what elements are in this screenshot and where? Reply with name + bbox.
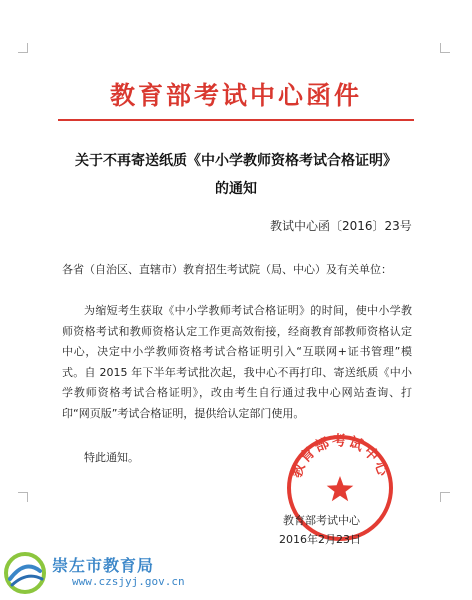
watermark-url: www.czsjyj.gov.cn [72, 575, 185, 588]
notice-title-line-2: 的通知 [215, 181, 257, 197]
crop-mark-bottom-right [440, 492, 450, 502]
letterhead-title: 教育部考试中心函件 [109, 81, 362, 110]
signature-organization: 教育部考试中心 [283, 514, 360, 527]
seal-text: 教育部考试中心 [288, 433, 392, 481]
letterhead-divider [58, 119, 414, 121]
seal-star-icon [327, 476, 354, 501]
document-number: 教试中心函〔2016〕23号 [270, 219, 412, 233]
watermark-site-name: 崇左市教育局 [52, 556, 155, 575]
addressee: 各省（自治区、直辖市）教育招生考试院（局、中心）及有关单位： [62, 263, 392, 276]
notice-body: 为缩短考生获取《中小学教师考试合格证明》的时间，使中小学教师资格考试和教师资格认定工作更高效衔接，经商教育部教师资格认定中心，决定中小学教师资格考试合格证明引入“互联网+证书管理”模式。自 2015 年下半年考试批次起，我中心不再打印、寄送纸质《中小学教师资格考试合格证明》，改由考生自行通过我中心网站查询、打印“网页版”考试合格证明，提供给认定部门使用。 [62, 304, 412, 420]
czsjyj-logo-icon [3, 551, 47, 595]
crop-mark-bottom-left [18, 492, 28, 502]
signature-date: 2016年2月23日 [279, 533, 361, 546]
closing-remark: 特此通知。 [84, 451, 139, 464]
notice-title-line-1: 关于不再寄送纸质《中小学教师资格考试合格证明》 [75, 153, 397, 169]
crop-mark-top-left [18, 43, 28, 53]
crop-mark-top-right [440, 43, 450, 53]
svg-text:教育部考试中心 [287, 433, 392, 481]
